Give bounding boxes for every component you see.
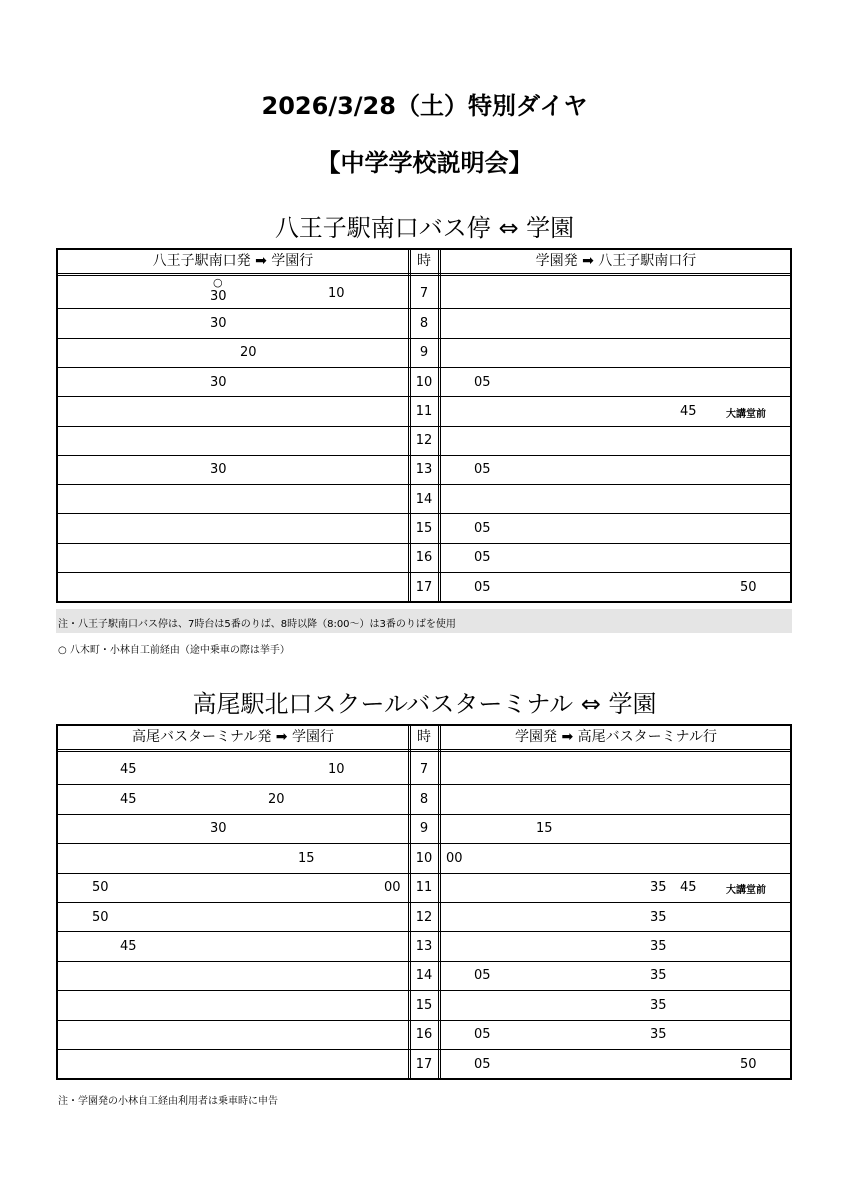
- hour-cell: 7: [419, 761, 429, 777]
- departure-time: 30: [210, 821, 227, 837]
- hour-cell: 15: [415, 997, 433, 1013]
- departure-time: 05: [474, 1056, 491, 1072]
- hour-cell: 8: [419, 792, 429, 808]
- departure-time: 05: [474, 521, 491, 537]
- hour-cell: 17: [415, 579, 433, 595]
- departure-time: 45: [120, 792, 137, 808]
- departure-time: 05: [474, 462, 491, 478]
- note-route-marker: ○ 八木町・小林自工前経由（途中乗車の際は挙手）: [58, 645, 290, 656]
- header-hour: 時: [417, 729, 431, 745]
- departure-time: 05: [474, 1027, 491, 1043]
- table-row: [58, 338, 790, 367]
- departure-time: 15: [536, 821, 553, 837]
- hour-cell: 12: [415, 909, 433, 925]
- departure-time: 05: [474, 374, 491, 390]
- departure-time: 00: [384, 880, 401, 896]
- table-row: [58, 276, 790, 308]
- table-row: [58, 1049, 790, 1078]
- route-marker: ○: [213, 276, 223, 289]
- table-row: [58, 902, 790, 931]
- table-row: [58, 755, 790, 784]
- hour-cell: 17: [415, 1056, 433, 1072]
- departure-time: 00: [446, 850, 463, 866]
- departure-time: 35: [650, 939, 667, 955]
- departure-time: 45: [680, 880, 697, 896]
- hour-cell: 9: [419, 821, 429, 837]
- table-header: [58, 726, 790, 752]
- table-row: [58, 961, 790, 990]
- note-kobayashi: 注・学園発の小林自工経由利用者は乗車時に申告: [58, 1096, 278, 1107]
- departure-time: 45: [120, 761, 137, 777]
- departure-time: 35: [650, 909, 667, 925]
- departure-time: 45: [120, 939, 137, 955]
- departure-time: 50: [92, 909, 109, 925]
- hour-cell: 15: [415, 521, 433, 537]
- page-title: 2026/3/28（土）特別ダイヤ: [261, 92, 588, 120]
- table-row: [58, 873, 790, 902]
- hour-cell: 14: [415, 491, 433, 507]
- departure-time: 35: [650, 968, 667, 984]
- header-left: 高尾バスターミナル発 ➡ 学園行: [132, 729, 334, 745]
- hour-cell: 10: [415, 374, 433, 390]
- timetable-hachioji: [56, 248, 792, 603]
- departure-time: 20: [268, 792, 285, 808]
- table-row: [58, 572, 790, 601]
- table-row: [58, 484, 790, 513]
- table-row: [58, 513, 790, 542]
- hour-cell: 7: [419, 285, 429, 301]
- note-boarding: 注・八王子駅南口バス停は、7時台は5番のりば、8時以降（8:00～）は3番のりばを使用: [58, 619, 456, 630]
- table-row: [58, 931, 790, 960]
- hour-cell: 16: [415, 550, 433, 566]
- header-hour: 時: [417, 253, 431, 269]
- table-row: [58, 367, 790, 396]
- departure-time: 30: [210, 462, 227, 478]
- departure-time: 50: [740, 1056, 757, 1072]
- hour-cell: 11: [415, 880, 433, 896]
- timetable-takao: [56, 724, 792, 1080]
- table-row: [58, 455, 790, 484]
- departure-time: 50: [92, 880, 109, 896]
- hour-cell: 12: [415, 433, 433, 449]
- departure-time: 05: [474, 968, 491, 984]
- departure-time: 15: [298, 850, 315, 866]
- hour-cell: 13: [415, 462, 433, 478]
- departure-time: 45: [680, 403, 697, 419]
- stop-tag: 大講堂前: [726, 408, 766, 420]
- hour-cell: 13: [415, 939, 433, 955]
- header-right: 学園発 ➡ 八王子駅南口行: [535, 253, 697, 269]
- hour-cell: 10: [415, 850, 433, 866]
- table-row: [58, 308, 790, 337]
- departure-time: 20: [240, 345, 257, 361]
- table-row: [58, 426, 790, 455]
- departure-time: 50: [740, 579, 757, 595]
- route-title-hachioji: 八王子駅南口バス停 ⇔ 学園: [274, 214, 575, 242]
- hour-cell: 9: [419, 345, 429, 361]
- table-row: [58, 1020, 790, 1049]
- table-row: [58, 784, 790, 813]
- departure-time: 35: [650, 880, 667, 896]
- departure-time: 30: [210, 288, 227, 304]
- departure-time: 35: [650, 1027, 667, 1043]
- page-subtitle: 【中学学校説明会】: [316, 149, 533, 177]
- table-row: [58, 843, 790, 872]
- table-row: [58, 814, 790, 843]
- stop-tag: 大講堂前: [726, 885, 766, 897]
- departure-time: 35: [650, 997, 667, 1013]
- header-left: 八王子駅南口発 ➡ 学園行: [152, 253, 314, 269]
- departure-time: 05: [474, 550, 491, 566]
- hour-cell: 14: [415, 968, 433, 984]
- departure-time: 10: [328, 285, 345, 301]
- departure-time: 10: [328, 761, 345, 777]
- table-row: [58, 396, 790, 425]
- hour-cell: 16: [415, 1027, 433, 1043]
- departure-time: 30: [210, 315, 227, 331]
- departure-time: 05: [474, 579, 491, 595]
- hour-cell: 11: [415, 403, 433, 419]
- departure-time: 30: [210, 374, 227, 390]
- header-right: 学園発 ➡ 高尾バスターミナル行: [515, 729, 717, 745]
- route-title-takao: 高尾駅北口スクールバスターミナル ⇔ 学園: [192, 690, 657, 718]
- table-row: [58, 543, 790, 572]
- table-header: [58, 250, 790, 276]
- hour-cell: 8: [419, 315, 429, 331]
- table-row: [58, 990, 790, 1019]
